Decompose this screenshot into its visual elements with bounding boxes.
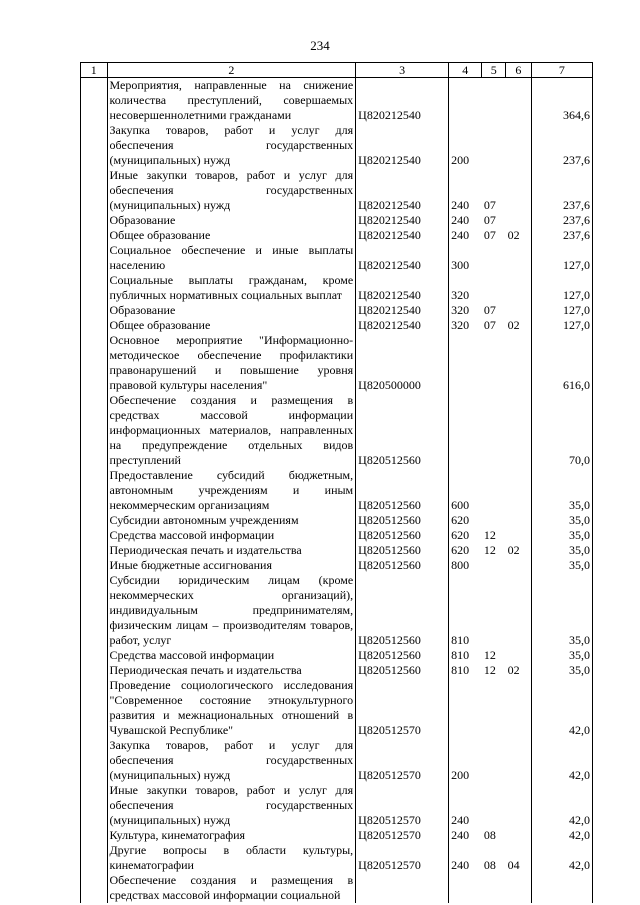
target-code-cell: Ц820512560 [356, 663, 449, 678]
expense-type-cell: 240 [449, 228, 482, 243]
amount-cell: 127,0 [531, 318, 592, 333]
description-cell: Средства массовой информации [107, 648, 356, 663]
description-cell: Основное мероприятие "Информационно-методическое обеспечение профилактики правонарушений и повышение уровня правовой культуры населения" [107, 333, 356, 393]
target-code-cell: Ц820212540 [356, 228, 449, 243]
row-number-cell [81, 393, 108, 468]
row-number-cell [81, 168, 108, 213]
target-code-cell: Ц820212540 [356, 318, 449, 333]
expense-type-cell [449, 333, 482, 393]
row-number-cell [81, 558, 108, 573]
subsection-cell [506, 168, 532, 213]
section-cell: 07 [483, 228, 496, 242]
expense-type-cell: 240 [449, 213, 482, 228]
table-row [81, 678, 593, 738]
target-code-cell: Ц820512560 [356, 558, 449, 573]
description-cell: Периодическая печать и издательства [107, 543, 356, 558]
expense-type-cell [449, 873, 482, 903]
table-body [81, 78, 593, 904]
table-row [81, 333, 593, 393]
description-cell: Социальное обеспечение и иные выплаты населению [107, 243, 356, 273]
table-row [81, 873, 593, 903]
expense-type-cell: 200 [449, 123, 482, 168]
row-number-cell [81, 543, 108, 558]
amount-cell: 35,0 [531, 573, 592, 648]
row-number-cell [81, 243, 108, 273]
description-cell: Другие вопросы в области культуры, кинематографии [107, 843, 356, 873]
target-code-cell: Ц820212540 [356, 123, 449, 168]
row-number-cell [81, 663, 108, 678]
target-code-cell: Ц820212540 [356, 243, 449, 273]
description-cell: Иные закупки товаров, работ и услуг для обеспечения государственных (муниципальных) нужд [107, 168, 356, 213]
section-cell [482, 783, 506, 828]
section-cell: 12 [483, 663, 496, 677]
subsection-cell [506, 558, 532, 573]
description-cell: Образование [107, 303, 356, 318]
subsection-cell [506, 573, 532, 648]
amount-cell: 42,0 [531, 783, 592, 828]
description-cell: Культура, кинематография [107, 828, 356, 843]
description-cell: Проведение социологического исследования "Современное состояние этнокультурного развития и межнациональных отношений в Чувашской Республике" [107, 678, 356, 738]
amount-cell: 127,0 [531, 243, 592, 273]
expense-type-cell: 240 [449, 168, 482, 213]
table-row [81, 303, 593, 318]
header-col-1: 1 [81, 63, 108, 78]
subsection-cell [506, 213, 532, 228]
subsection-cell [506, 333, 532, 393]
row-number-cell [81, 123, 108, 168]
target-code-cell: Ц820512560 [356, 513, 449, 528]
expense-type-cell [449, 78, 482, 124]
row-number-cell [81, 318, 108, 333]
expense-type-cell: 620 [449, 543, 482, 558]
table-row [81, 648, 593, 663]
section-cell [482, 678, 506, 738]
subsection-cell: 04 [507, 858, 520, 872]
target-code-cell: Ц820512570 [356, 783, 449, 828]
amount-cell: 35,0 [531, 558, 592, 573]
subsection-cell: 02 [507, 543, 520, 557]
table-row [81, 228, 593, 243]
table-row [81, 318, 593, 333]
target-code-cell: Ц820512560 [356, 528, 449, 543]
subsection-cell: 02 [507, 663, 520, 677]
amount-cell: 616,0 [531, 333, 592, 393]
amount-cell: 127,0 [531, 303, 592, 318]
section-cell: 07 [483, 213, 496, 227]
header-col-7: 7 [531, 63, 592, 78]
target-code-cell: Ц820512570 [356, 678, 449, 738]
target-code-cell: Ц820512570 [356, 843, 449, 873]
header-col-5: 5 [482, 63, 506, 78]
description-cell: Средства массовой информации [107, 528, 356, 543]
row-number-cell [81, 333, 108, 393]
table-row [81, 663, 593, 678]
section-cell: 08 [483, 828, 496, 842]
expense-type-cell: 810 [449, 573, 482, 648]
description-cell: Субсидии автономным учреждениям [107, 513, 356, 528]
description-cell: Субсидии юридическим лицам (кроме некоммерческих организаций), индивидуальным предпринимателям, физическим лицам – производителям товаров, работ, услуг [107, 573, 356, 648]
expense-type-cell: 620 [449, 528, 482, 543]
description-cell: Иные закупки товаров, работ и услуг для обеспечения государственных (муниципальных) нужд [107, 783, 356, 828]
expense-type-cell: 320 [449, 318, 482, 333]
amount-cell: 364,6 [531, 78, 592, 124]
section-cell [482, 558, 506, 573]
target-code-cell: Ц820212540 [356, 213, 449, 228]
description-cell: Предоставление субсидий бюджетным, автономным учреждениям и иным некоммерческим организациям [107, 468, 356, 513]
description-cell: Образование [107, 213, 356, 228]
amount-cell: 35,0 [531, 663, 592, 678]
target-code-cell: Ц820500000 [356, 333, 449, 393]
target-code-cell: Ц820212540 [356, 168, 449, 213]
subsection-cell [506, 528, 532, 543]
row-number-cell [81, 228, 108, 243]
expense-type-cell: 300 [449, 243, 482, 273]
target-code-cell: Ц820512560 [356, 393, 449, 468]
section-cell [482, 123, 506, 168]
expense-type-cell: 240 [449, 843, 482, 873]
table-row [81, 828, 593, 843]
target-code-cell [356, 873, 449, 903]
target-code-cell: Ц820512570 [356, 828, 449, 843]
description-cell: Социальные выплаты гражданам, кроме публичных нормативных социальных выплат [107, 273, 356, 303]
subsection-cell [506, 303, 532, 318]
target-code-cell: Ц820212540 [356, 303, 449, 318]
section-cell: 08 [483, 858, 496, 872]
section-cell [482, 573, 506, 648]
subsection-cell [506, 393, 532, 468]
table-row [81, 783, 593, 828]
expense-type-cell [449, 678, 482, 738]
table-row [81, 558, 593, 573]
description-cell: Закупка товаров, работ и услуг для обеспечения государственных (муниципальных) нужд [107, 738, 356, 783]
section-cell: 07 [483, 198, 496, 212]
section-cell [482, 513, 506, 528]
table-row [81, 573, 593, 648]
expense-type-cell: 620 [449, 513, 482, 528]
description-cell: Обеспечение создания и размещения в средствах массовой информации социальной [107, 873, 356, 903]
target-code-cell: Ц820212540 [356, 273, 449, 303]
target-code-cell: Ц820512560 [356, 543, 449, 558]
subsection-cell [506, 783, 532, 828]
row-number-cell [81, 78, 108, 124]
amount-cell: 237,6 [531, 123, 592, 168]
section-cell: 07 [483, 318, 496, 332]
target-code-cell: Ц820212540 [356, 78, 449, 124]
table-row [81, 123, 593, 168]
row-number-cell [81, 738, 108, 783]
table-row [81, 543, 593, 558]
amount-cell: 237,6 [531, 228, 592, 243]
table-row [81, 393, 593, 468]
row-number-cell [81, 648, 108, 663]
target-code-cell: Ц820512560 [356, 573, 449, 648]
section-cell: 12 [483, 528, 496, 542]
subsection-cell [506, 873, 532, 903]
header-col-3: 3 [356, 63, 449, 78]
table-row [81, 168, 593, 213]
row-number-cell [81, 573, 108, 648]
subsection-cell [506, 468, 532, 513]
section-cell [482, 393, 506, 468]
expense-type-cell: 810 [449, 648, 482, 663]
subsection-cell [506, 678, 532, 738]
description-cell: Периодическая печать и издательства [107, 663, 356, 678]
section-cell [482, 273, 506, 303]
table-row [81, 78, 593, 124]
section-cell [482, 468, 506, 513]
row-number-cell [81, 528, 108, 543]
amount-cell: 42,0 [531, 678, 592, 738]
amount-cell: 35,0 [531, 648, 592, 663]
amount-cell: 70,0 [531, 393, 592, 468]
amount-cell: 237,6 [531, 168, 592, 213]
row-number-cell [81, 828, 108, 843]
section-cell: 12 [483, 543, 496, 557]
section-cell: 07 [483, 303, 496, 317]
section-cell [482, 333, 506, 393]
amount-cell: 35,0 [531, 543, 592, 558]
header-col-4: 4 [449, 63, 482, 78]
table-row [81, 528, 593, 543]
row-number-cell [81, 843, 108, 873]
section-cell [482, 738, 506, 783]
subsection-cell: 02 [507, 228, 520, 242]
row-number-cell [81, 468, 108, 513]
header-col-6: 6 [506, 63, 532, 78]
row-number-cell [81, 873, 108, 903]
row-number-cell [81, 213, 108, 228]
subsection-cell [506, 273, 532, 303]
table-row [81, 468, 593, 513]
table-row [81, 243, 593, 273]
amount-cell: 42,0 [531, 828, 592, 843]
amount-cell: 35,0 [531, 468, 592, 513]
description-cell: Закупка товаров, работ и услуг для обеспечения государственных (муниципальных) нужд [107, 123, 356, 168]
amount-cell: 127,0 [531, 273, 592, 303]
description-cell: Мероприятия, направленные на снижение количества преступлений, совершаемых несовершеннолетними гражданами [107, 78, 356, 124]
section-cell [482, 873, 506, 903]
subsection-cell [506, 828, 532, 843]
table-row [81, 213, 593, 228]
header-row [81, 63, 593, 78]
table-row [81, 273, 593, 303]
subsection-cell [506, 513, 532, 528]
row-number-cell [81, 513, 108, 528]
expense-type-cell: 320 [449, 303, 482, 318]
expense-type-cell: 320 [449, 273, 482, 303]
expense-type-cell: 240 [449, 828, 482, 843]
amount-cell: 35,0 [531, 528, 592, 543]
subsection-cell [506, 738, 532, 783]
description-cell: Иные бюджетные ассигнования [107, 558, 356, 573]
subsection-cell [506, 78, 532, 124]
budget-table [80, 62, 593, 903]
amount-cell: 42,0 [531, 738, 592, 783]
description-cell: Обеспечение создания и размещения в средствах массовой информации информационных материалов, направленных на предупреждение отдельных видов преступлений [107, 393, 356, 468]
amount-cell: 237,6 [531, 213, 592, 228]
section-cell [482, 78, 506, 124]
subsection-cell [506, 648, 532, 663]
target-code-cell: Ц820512560 [356, 468, 449, 513]
expense-type-cell: 800 [449, 558, 482, 573]
description-cell: Общее образование [107, 228, 356, 243]
table-header [81, 63, 593, 78]
section-cell: 12 [483, 648, 496, 662]
amount-cell [531, 873, 592, 903]
description-cell: Общее образование [107, 318, 356, 333]
row-number-cell [81, 273, 108, 303]
subsection-cell [506, 123, 532, 168]
amount-cell: 42,0 [531, 843, 592, 873]
table-row [81, 513, 593, 528]
table-row [81, 843, 593, 873]
expense-type-cell: 600 [449, 468, 482, 513]
page-number: 234 [310, 38, 330, 53]
amount-cell: 35,0 [531, 513, 592, 528]
target-code-cell: Ц820512560 [356, 648, 449, 663]
table-row [81, 738, 593, 783]
expense-type-cell: 810 [449, 663, 482, 678]
target-code-cell: Ц820512570 [356, 738, 449, 783]
row-number-cell [81, 783, 108, 828]
expense-type-cell: 200 [449, 738, 482, 783]
row-number-cell [81, 303, 108, 318]
expense-type-cell: 240 [449, 783, 482, 828]
expense-type-cell [449, 393, 482, 468]
row-number-cell [81, 678, 108, 738]
header-col-2: 2 [107, 63, 356, 78]
section-cell [482, 243, 506, 273]
subsection-cell [506, 243, 532, 273]
subsection-cell: 02 [507, 318, 520, 332]
